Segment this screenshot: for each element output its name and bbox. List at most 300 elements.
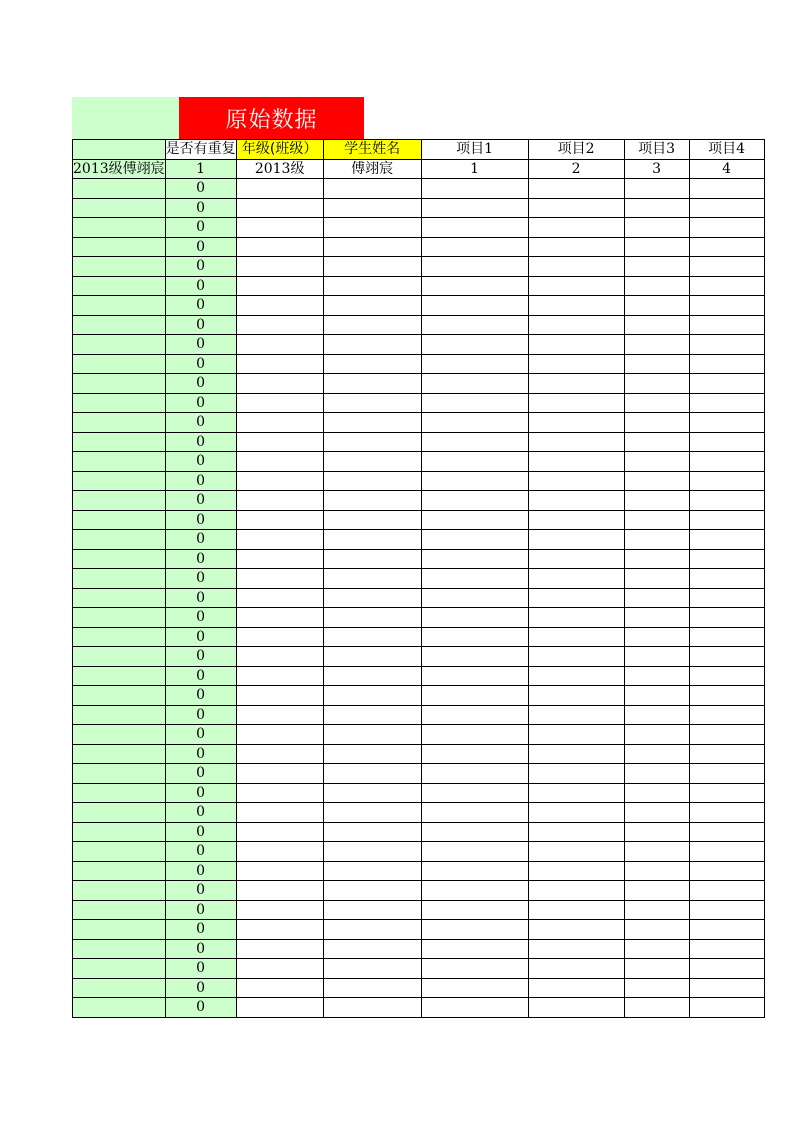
- student-name-cell[interactable]: [323, 900, 421, 920]
- item4-cell[interactable]: [689, 959, 764, 979]
- item1-cell[interactable]: [421, 510, 528, 530]
- item3-cell[interactable]: 3: [624, 159, 689, 179]
- item1-cell[interactable]: [421, 861, 528, 881]
- key-cell[interactable]: [73, 393, 166, 413]
- count-cell[interactable]: 0: [165, 725, 236, 745]
- key-cell[interactable]: [73, 471, 166, 491]
- count-cell[interactable]: 0: [165, 861, 236, 881]
- item2-cell[interactable]: [528, 803, 624, 823]
- grade-class-cell[interactable]: [236, 354, 323, 374]
- item1-cell[interactable]: [421, 315, 528, 335]
- item3-cell[interactable]: [624, 374, 689, 394]
- item4-cell[interactable]: [689, 257, 764, 277]
- item1-cell[interactable]: [421, 569, 528, 589]
- student-name-cell[interactable]: [323, 491, 421, 511]
- item1-cell[interactable]: [421, 900, 528, 920]
- count-cell[interactable]: 0: [165, 393, 236, 413]
- grade-class-cell[interactable]: [236, 218, 323, 238]
- grade-class-cell[interactable]: [236, 686, 323, 706]
- student-name-cell[interactable]: [323, 627, 421, 647]
- grade-class-cell[interactable]: [236, 725, 323, 745]
- item1-cell[interactable]: [421, 471, 528, 491]
- item3-cell[interactable]: [624, 686, 689, 706]
- item1-cell[interactable]: [421, 393, 528, 413]
- item4-cell[interactable]: [689, 296, 764, 316]
- item2-cell[interactable]: [528, 647, 624, 667]
- item1-cell[interactable]: [421, 432, 528, 452]
- key-cell[interactable]: [73, 432, 166, 452]
- item1-cell[interactable]: [421, 978, 528, 998]
- grade-class-cell[interactable]: [236, 647, 323, 667]
- item3-cell[interactable]: [624, 549, 689, 569]
- item3-cell[interactable]: [624, 666, 689, 686]
- item2-cell[interactable]: [528, 452, 624, 472]
- grade-class-cell[interactable]: [236, 939, 323, 959]
- grade-class-cell[interactable]: 2013级: [236, 159, 323, 179]
- item2-cell[interactable]: [528, 900, 624, 920]
- item2-cell[interactable]: [528, 218, 624, 238]
- count-cell[interactable]: 0: [165, 569, 236, 589]
- key-cell[interactable]: [73, 842, 166, 862]
- grade-class-cell[interactable]: [236, 432, 323, 452]
- item2-cell[interactable]: [528, 510, 624, 530]
- key-cell[interactable]: [73, 744, 166, 764]
- count-cell[interactable]: 0: [165, 920, 236, 940]
- grade-class-cell[interactable]: [236, 530, 323, 550]
- item1-cell[interactable]: [421, 452, 528, 472]
- key-cell[interactable]: [73, 588, 166, 608]
- item3-cell[interactable]: [624, 764, 689, 784]
- grade-class-cell[interactable]: [236, 803, 323, 823]
- item4-cell[interactable]: [689, 686, 764, 706]
- student-name-cell[interactable]: [323, 978, 421, 998]
- item2-cell[interactable]: [528, 881, 624, 901]
- item2-cell[interactable]: [528, 627, 624, 647]
- item2-cell[interactable]: [528, 822, 624, 842]
- student-name-cell[interactable]: [323, 998, 421, 1018]
- item4-cell[interactable]: [689, 744, 764, 764]
- student-name-cell[interactable]: [323, 237, 421, 257]
- student-name-cell[interactable]: 傅翊宸: [323, 159, 421, 179]
- key-cell[interactable]: [73, 686, 166, 706]
- key-cell[interactable]: [73, 881, 166, 901]
- item3-cell[interactable]: [624, 822, 689, 842]
- count-cell[interactable]: 0: [165, 744, 236, 764]
- item1-cell[interactable]: [421, 842, 528, 862]
- grade-class-cell[interactable]: [236, 335, 323, 355]
- item1-cell[interactable]: [421, 218, 528, 238]
- item1-cell[interactable]: [421, 296, 528, 316]
- student-name-cell[interactable]: [323, 725, 421, 745]
- item1-cell[interactable]: [421, 998, 528, 1018]
- student-name-cell[interactable]: [323, 686, 421, 706]
- key-cell[interactable]: [73, 510, 166, 530]
- key-cell[interactable]: [73, 237, 166, 257]
- item3-cell[interactable]: [624, 218, 689, 238]
- item2-cell[interactable]: [528, 861, 624, 881]
- item2-cell[interactable]: [528, 608, 624, 628]
- item1-cell[interactable]: [421, 764, 528, 784]
- key-cell[interactable]: [73, 861, 166, 881]
- count-cell[interactable]: 0: [165, 666, 236, 686]
- count-cell[interactable]: 0: [165, 335, 236, 355]
- key-cell[interactable]: [73, 179, 166, 199]
- student-name-cell[interactable]: [323, 335, 421, 355]
- student-name-cell[interactable]: [323, 764, 421, 784]
- count-cell[interactable]: 0: [165, 276, 236, 296]
- item4-cell[interactable]: [689, 393, 764, 413]
- item3-cell[interactable]: [624, 491, 689, 511]
- item3-cell[interactable]: [624, 452, 689, 472]
- item3-cell[interactable]: [624, 939, 689, 959]
- item2-cell[interactable]: [528, 315, 624, 335]
- item2-cell[interactable]: [528, 764, 624, 784]
- count-cell[interactable]: 0: [165, 686, 236, 706]
- grade-class-cell[interactable]: [236, 978, 323, 998]
- count-cell[interactable]: 0: [165, 530, 236, 550]
- grade-class-cell[interactable]: [236, 296, 323, 316]
- student-name-cell[interactable]: [323, 510, 421, 530]
- item2-header[interactable]: 项目2: [528, 140, 624, 160]
- key-cell[interactable]: [73, 725, 166, 745]
- item4-cell[interactable]: [689, 900, 764, 920]
- item2-cell[interactable]: [528, 959, 624, 979]
- student-name-cell[interactable]: [323, 959, 421, 979]
- student-name-cell[interactable]: [323, 803, 421, 823]
- key-cell[interactable]: [73, 900, 166, 920]
- item4-cell[interactable]: [689, 705, 764, 725]
- student-name-cell[interactable]: [323, 920, 421, 940]
- item2-cell[interactable]: [528, 471, 624, 491]
- item3-cell[interactable]: [624, 920, 689, 940]
- grade-class-cell[interactable]: [236, 900, 323, 920]
- item4-cell[interactable]: [689, 666, 764, 686]
- item4-cell[interactable]: [689, 783, 764, 803]
- key-cell[interactable]: [73, 218, 166, 238]
- item4-cell[interactable]: [689, 608, 764, 628]
- item1-cell[interactable]: [421, 413, 528, 433]
- item4-cell[interactable]: [689, 588, 764, 608]
- item3-cell[interactable]: [624, 510, 689, 530]
- key-cell[interactable]: [73, 666, 166, 686]
- item2-cell[interactable]: [528, 569, 624, 589]
- key-cell[interactable]: [73, 764, 166, 784]
- item4-cell[interactable]: [689, 881, 764, 901]
- item4-cell[interactable]: [689, 218, 764, 238]
- item2-cell[interactable]: [528, 179, 624, 199]
- key-cell[interactable]: [73, 803, 166, 823]
- count-cell[interactable]: 0: [165, 491, 236, 511]
- repeat-check-header[interactable]: 是否有重复: [165, 141, 236, 158]
- item3-cell[interactable]: [624, 705, 689, 725]
- item4-cell[interactable]: [689, 764, 764, 784]
- item4-cell[interactable]: [689, 471, 764, 491]
- item3-cell[interactable]: [624, 276, 689, 296]
- key-cell[interactable]: [73, 452, 166, 472]
- key-cell[interactable]: [73, 822, 166, 842]
- item1-cell[interactable]: [421, 237, 528, 257]
- grade-class-cell[interactable]: [236, 374, 323, 394]
- grade-class-cell[interactable]: [236, 842, 323, 862]
- count-cell[interactable]: 0: [165, 822, 236, 842]
- item2-cell[interactable]: [528, 686, 624, 706]
- student-name-cell[interactable]: [323, 432, 421, 452]
- student-name-cell[interactable]: [323, 666, 421, 686]
- count-cell[interactable]: 0: [165, 647, 236, 667]
- item1-cell[interactable]: [421, 257, 528, 277]
- item2-cell[interactable]: [528, 783, 624, 803]
- item1-cell[interactable]: [421, 549, 528, 569]
- grade-class-cell[interactable]: [236, 588, 323, 608]
- count-cell[interactable]: 0: [165, 471, 236, 491]
- grade-class-cell[interactable]: [236, 861, 323, 881]
- grade-class-cell[interactable]: [236, 627, 323, 647]
- key-cell[interactable]: 2013级傅翊宸: [73, 160, 165, 177]
- count-cell[interactable]: 0: [165, 237, 236, 257]
- student-name-cell[interactable]: [323, 413, 421, 433]
- item3-cell[interactable]: [624, 354, 689, 374]
- item1-cell[interactable]: [421, 686, 528, 706]
- item4-cell[interactable]: [689, 530, 764, 550]
- item2-cell[interactable]: [528, 666, 624, 686]
- grade-class-cell[interactable]: [236, 920, 323, 940]
- grade-class-cell[interactable]: [236, 783, 323, 803]
- item3-cell[interactable]: [624, 413, 689, 433]
- item3-cell[interactable]: [624, 861, 689, 881]
- item1-header[interactable]: 项目1: [421, 140, 528, 160]
- item1-cell[interactable]: [421, 588, 528, 608]
- count-cell[interactable]: 0: [165, 432, 236, 452]
- grade-class-cell[interactable]: [236, 764, 323, 784]
- student-name-cell[interactable]: [323, 276, 421, 296]
- grade-class-cell[interactable]: [236, 549, 323, 569]
- key-cell[interactable]: [73, 296, 166, 316]
- count-cell[interactable]: 0: [165, 374, 236, 394]
- item3-cell[interactable]: [624, 744, 689, 764]
- student-name-cell[interactable]: [323, 393, 421, 413]
- student-name-cell[interactable]: [323, 374, 421, 394]
- item2-cell[interactable]: [528, 198, 624, 218]
- count-cell[interactable]: 0: [165, 803, 236, 823]
- count-cell[interactable]: 0: [165, 978, 236, 998]
- grade-class-cell[interactable]: [236, 666, 323, 686]
- item3-cell[interactable]: [624, 237, 689, 257]
- key-cell[interactable]: [73, 647, 166, 667]
- item2-cell[interactable]: [528, 354, 624, 374]
- student-name-cell[interactable]: [323, 530, 421, 550]
- item4-cell[interactable]: [689, 549, 764, 569]
- count-cell[interactable]: 1: [165, 159, 236, 179]
- item3-cell[interactable]: [624, 900, 689, 920]
- item3-cell[interactable]: [624, 530, 689, 550]
- item4-cell[interactable]: [689, 569, 764, 589]
- item4-cell[interactable]: [689, 510, 764, 530]
- count-cell[interactable]: 0: [165, 783, 236, 803]
- key-cell[interactable]: [73, 335, 166, 355]
- item4-cell[interactable]: [689, 491, 764, 511]
- item3-cell[interactable]: [624, 803, 689, 823]
- student-name-cell[interactable]: [323, 471, 421, 491]
- item1-cell[interactable]: [421, 822, 528, 842]
- item3-cell[interactable]: [624, 627, 689, 647]
- student-name-cell[interactable]: [323, 569, 421, 589]
- grade-class-cell[interactable]: [236, 257, 323, 277]
- key-cell[interactable]: [73, 491, 166, 511]
- count-cell[interactable]: 0: [165, 588, 236, 608]
- key-cell[interactable]: [73, 920, 166, 940]
- student-name-cell[interactable]: [323, 842, 421, 862]
- item4-cell[interactable]: [689, 842, 764, 862]
- grade-class-cell[interactable]: [236, 510, 323, 530]
- student-name-cell[interactable]: [323, 218, 421, 238]
- item1-cell[interactable]: [421, 198, 528, 218]
- item3-cell[interactable]: [624, 998, 689, 1018]
- student-name-cell[interactable]: [323, 257, 421, 277]
- item3-cell[interactable]: [624, 569, 689, 589]
- key-cell[interactable]: [73, 413, 166, 433]
- item1-cell[interactable]: [421, 705, 528, 725]
- item1-cell[interactable]: 1: [421, 159, 528, 179]
- item3-cell[interactable]: [624, 471, 689, 491]
- item4-cell[interactable]: [689, 627, 764, 647]
- key-cell[interactable]: [73, 257, 166, 277]
- item2-cell[interactable]: [528, 530, 624, 550]
- key-cell[interactable]: [73, 998, 166, 1018]
- item2-cell[interactable]: 2: [528, 159, 624, 179]
- item2-cell[interactable]: [528, 432, 624, 452]
- grade-class-cell[interactable]: [236, 491, 323, 511]
- item3-cell[interactable]: [624, 198, 689, 218]
- item2-cell[interactable]: [528, 744, 624, 764]
- grade-class-cell[interactable]: [236, 471, 323, 491]
- grade-class-cell[interactable]: [236, 959, 323, 979]
- count-cell[interactable]: 0: [165, 549, 236, 569]
- student-name-cell[interactable]: [323, 315, 421, 335]
- item3-cell[interactable]: [624, 296, 689, 316]
- item4-cell[interactable]: [689, 939, 764, 959]
- item2-cell[interactable]: [528, 296, 624, 316]
- item3-cell[interactable]: [624, 959, 689, 979]
- student-name-cell[interactable]: [323, 783, 421, 803]
- grade-class-cell[interactable]: [236, 705, 323, 725]
- item2-cell[interactable]: [528, 276, 624, 296]
- count-cell[interactable]: 0: [165, 296, 236, 316]
- item4-cell[interactable]: [689, 276, 764, 296]
- item3-cell[interactable]: [624, 335, 689, 355]
- item2-cell[interactable]: [528, 998, 624, 1018]
- student-name-cell[interactable]: [323, 452, 421, 472]
- item1-cell[interactable]: [421, 881, 528, 901]
- item2-cell[interactable]: [528, 842, 624, 862]
- key-cell[interactable]: [73, 627, 166, 647]
- student-name-cell[interactable]: [323, 861, 421, 881]
- item2-cell[interactable]: [528, 939, 624, 959]
- item2-cell[interactable]: [528, 705, 624, 725]
- key-cell[interactable]: [73, 569, 166, 589]
- item1-cell[interactable]: [421, 920, 528, 940]
- item4-cell[interactable]: [689, 861, 764, 881]
- item3-cell[interactable]: [624, 257, 689, 277]
- student-name-cell[interactable]: [323, 822, 421, 842]
- grade-class-cell[interactable]: [236, 608, 323, 628]
- item4-cell[interactable]: [689, 354, 764, 374]
- item3-cell[interactable]: [624, 608, 689, 628]
- item4-cell[interactable]: [689, 179, 764, 199]
- item4-cell[interactable]: 4: [689, 159, 764, 179]
- key-cell[interactable]: [73, 939, 166, 959]
- count-cell[interactable]: 0: [165, 900, 236, 920]
- item3-cell[interactable]: [624, 393, 689, 413]
- item4-cell[interactable]: [689, 413, 764, 433]
- key-cell[interactable]: [73, 530, 166, 550]
- item4-cell[interactable]: [689, 452, 764, 472]
- item3-cell[interactable]: [624, 588, 689, 608]
- item1-cell[interactable]: [421, 354, 528, 374]
- item4-cell[interactable]: [689, 374, 764, 394]
- item3-cell[interactable]: [624, 725, 689, 745]
- count-cell[interactable]: 0: [165, 452, 236, 472]
- key-cell[interactable]: [73, 549, 166, 569]
- item2-cell[interactable]: [528, 725, 624, 745]
- count-cell[interactable]: 0: [165, 959, 236, 979]
- grade-class-cell[interactable]: [236, 452, 323, 472]
- student-name-cell[interactable]: [323, 744, 421, 764]
- count-cell[interactable]: 0: [165, 354, 236, 374]
- key-cell[interactable]: [73, 705, 166, 725]
- student-name-cell[interactable]: [323, 296, 421, 316]
- item3-cell[interactable]: [624, 881, 689, 901]
- item1-cell[interactable]: [421, 491, 528, 511]
- item2-cell[interactable]: [528, 335, 624, 355]
- key-cell[interactable]: [73, 198, 166, 218]
- item3-cell[interactable]: [624, 783, 689, 803]
- item2-cell[interactable]: [528, 978, 624, 998]
- key-cell[interactable]: [73, 315, 166, 335]
- grade-class-cell[interactable]: [236, 179, 323, 199]
- item1-cell[interactable]: [421, 608, 528, 628]
- grade-class-cell[interactable]: [236, 198, 323, 218]
- item2-cell[interactable]: [528, 491, 624, 511]
- key-cell[interactable]: [73, 783, 166, 803]
- student-name-cell[interactable]: [323, 549, 421, 569]
- grade-class-header[interactable]: 年级(班级）: [236, 140, 323, 160]
- item4-cell[interactable]: [689, 998, 764, 1018]
- item4-cell[interactable]: [689, 920, 764, 940]
- item1-cell[interactable]: [421, 783, 528, 803]
- item2-cell[interactable]: [528, 237, 624, 257]
- item4-cell[interactable]: [689, 822, 764, 842]
- item4-cell[interactable]: [689, 315, 764, 335]
- item3-cell[interactable]: [624, 978, 689, 998]
- key-header-cell[interactable]: [73, 140, 166, 160]
- item1-cell[interactable]: [421, 666, 528, 686]
- item2-cell[interactable]: [528, 920, 624, 940]
- student-name-cell[interactable]: [323, 608, 421, 628]
- grade-class-cell[interactable]: [236, 744, 323, 764]
- grade-class-cell[interactable]: [236, 822, 323, 842]
- item3-header[interactable]: 项目3: [624, 140, 689, 160]
- item1-cell[interactable]: [421, 725, 528, 745]
- key-cell[interactable]: [73, 374, 166, 394]
- item1-cell[interactable]: [421, 959, 528, 979]
- item1-cell[interactable]: [421, 530, 528, 550]
- item1-cell[interactable]: [421, 647, 528, 667]
- item1-cell[interactable]: [421, 939, 528, 959]
- grade-class-cell[interactable]: [236, 998, 323, 1018]
- key-cell[interactable]: [73, 959, 166, 979]
- grade-class-cell[interactable]: [236, 237, 323, 257]
- count-cell[interactable]: 0: [165, 413, 236, 433]
